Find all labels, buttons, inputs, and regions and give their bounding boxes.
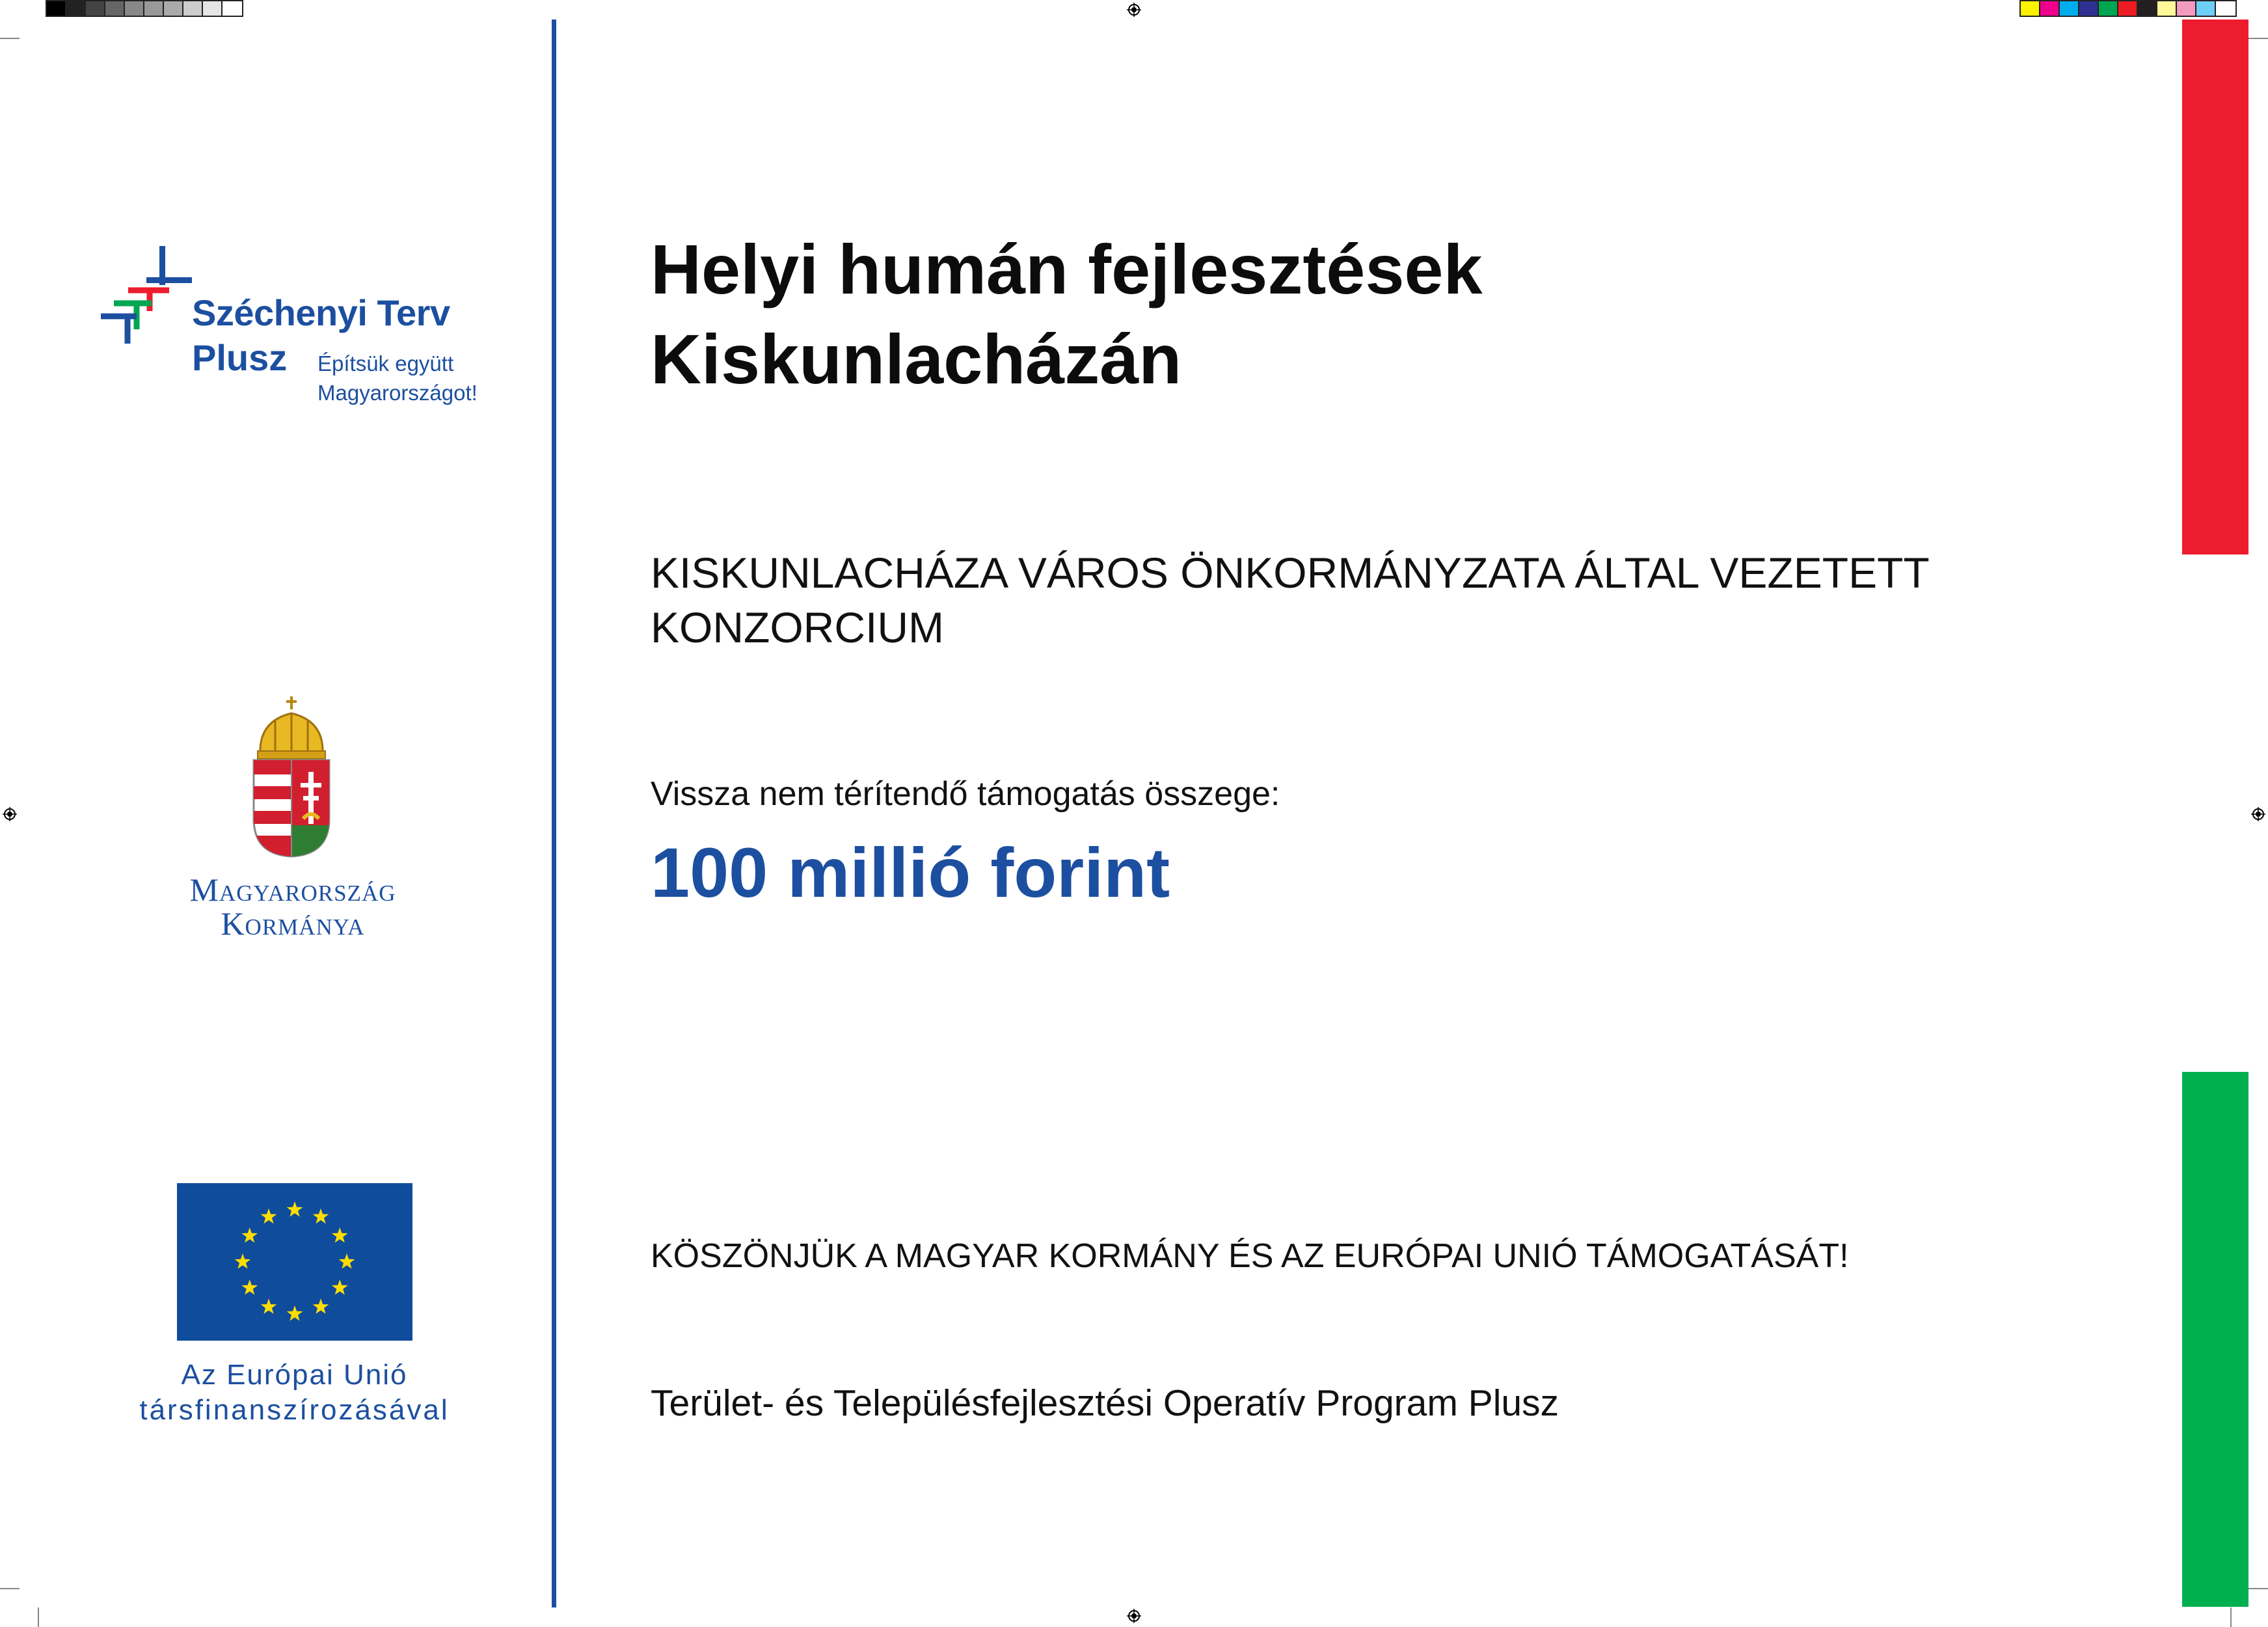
- green-stripe: [2182, 1072, 2248, 1607]
- vertical-divider: [552, 20, 556, 1607]
- eu-star-icon: [332, 1227, 348, 1243]
- szechenyi-plus-logo-icon: [98, 246, 195, 344]
- eu-star-icon: [339, 1253, 355, 1269]
- registration-mark-icon: [1127, 1609, 1141, 1623]
- eu-star-icon: [235, 1253, 251, 1269]
- eu-star-icon: [287, 1201, 303, 1217]
- red-stripe: [2182, 20, 2248, 554]
- crop-mark: [2248, 38, 2268, 39]
- eu-cofinancing-line1: Az Európai Unió: [181, 1359, 408, 1391]
- project-title-line1: Helyi humán fejlesztések: [651, 230, 1483, 308]
- beneficiary-name: [651, 545, 1930, 655]
- project-title: [651, 225, 1483, 404]
- beneficiary-line2: KONZORCIUM: [651, 603, 944, 651]
- crop-mark: [2248, 1588, 2268, 1589]
- grayscale-color-bar: [46, 0, 243, 17]
- crop-mark: [0, 38, 20, 39]
- process-color-bar: [2019, 0, 2237, 17]
- eu-star-icon: [241, 1279, 258, 1295]
- eu-star-icon: [313, 1298, 329, 1314]
- eu-star-icon: [332, 1279, 348, 1295]
- eu-star-icon: [313, 1209, 329, 1224]
- grant-label: Vissza nem térítendő támogatás összege:: [651, 775, 1280, 813]
- eu-flag-icon: [177, 1183, 412, 1341]
- crop-mark: [2230, 1607, 2232, 1627]
- szechenyi-slogan-line1: Építsük együtt: [317, 351, 454, 376]
- thanks-text: KÖSZÖNJÜK A MAGYAR KORMÁNY ÉS AZ EURÓPAI UNIÓ TÁMOGATÁSÁT!: [651, 1237, 1849, 1275]
- szechenyi-slogan-line2: Magyarországot!: [317, 381, 478, 405]
- beneficiary-line1: KISKUNLACHÁZA VÁROS ÖNKORMÁNYZATA ÁLTAL VEZETETT: [651, 549, 1930, 597]
- coat-of-arms-icon: [246, 695, 337, 858]
- program-name: Terület- és Településfejlesztési Operatív Program Plusz: [651, 1382, 1559, 1424]
- registration-mark-icon: [3, 807, 17, 821]
- registration-mark-icon: [1127, 3, 1141, 17]
- government-name-line2: Kormánya: [221, 905, 365, 942]
- eu-star-icon: [261, 1209, 277, 1224]
- crop-mark: [0, 1588, 20, 1589]
- eu-cofinancing-line2: társfinanszírozásával: [139, 1394, 450, 1426]
- eu-star-icon: [241, 1227, 258, 1243]
- government-name-line1: Magyarország: [189, 871, 396, 908]
- project-title-line2: Kiskunlacházán: [651, 320, 1182, 398]
- eu-star-icon: [287, 1306, 303, 1321]
- szechenyi-logo-plusz: Plusz: [192, 337, 288, 378]
- registration-mark-icon: [2251, 807, 2265, 821]
- grant-amount: 100 millió forint: [651, 833, 1170, 912]
- szechenyi-logo-title: Széchenyi Terv: [192, 292, 450, 333]
- crop-mark: [38, 1607, 39, 1627]
- eu-star-icon: [261, 1298, 277, 1314]
